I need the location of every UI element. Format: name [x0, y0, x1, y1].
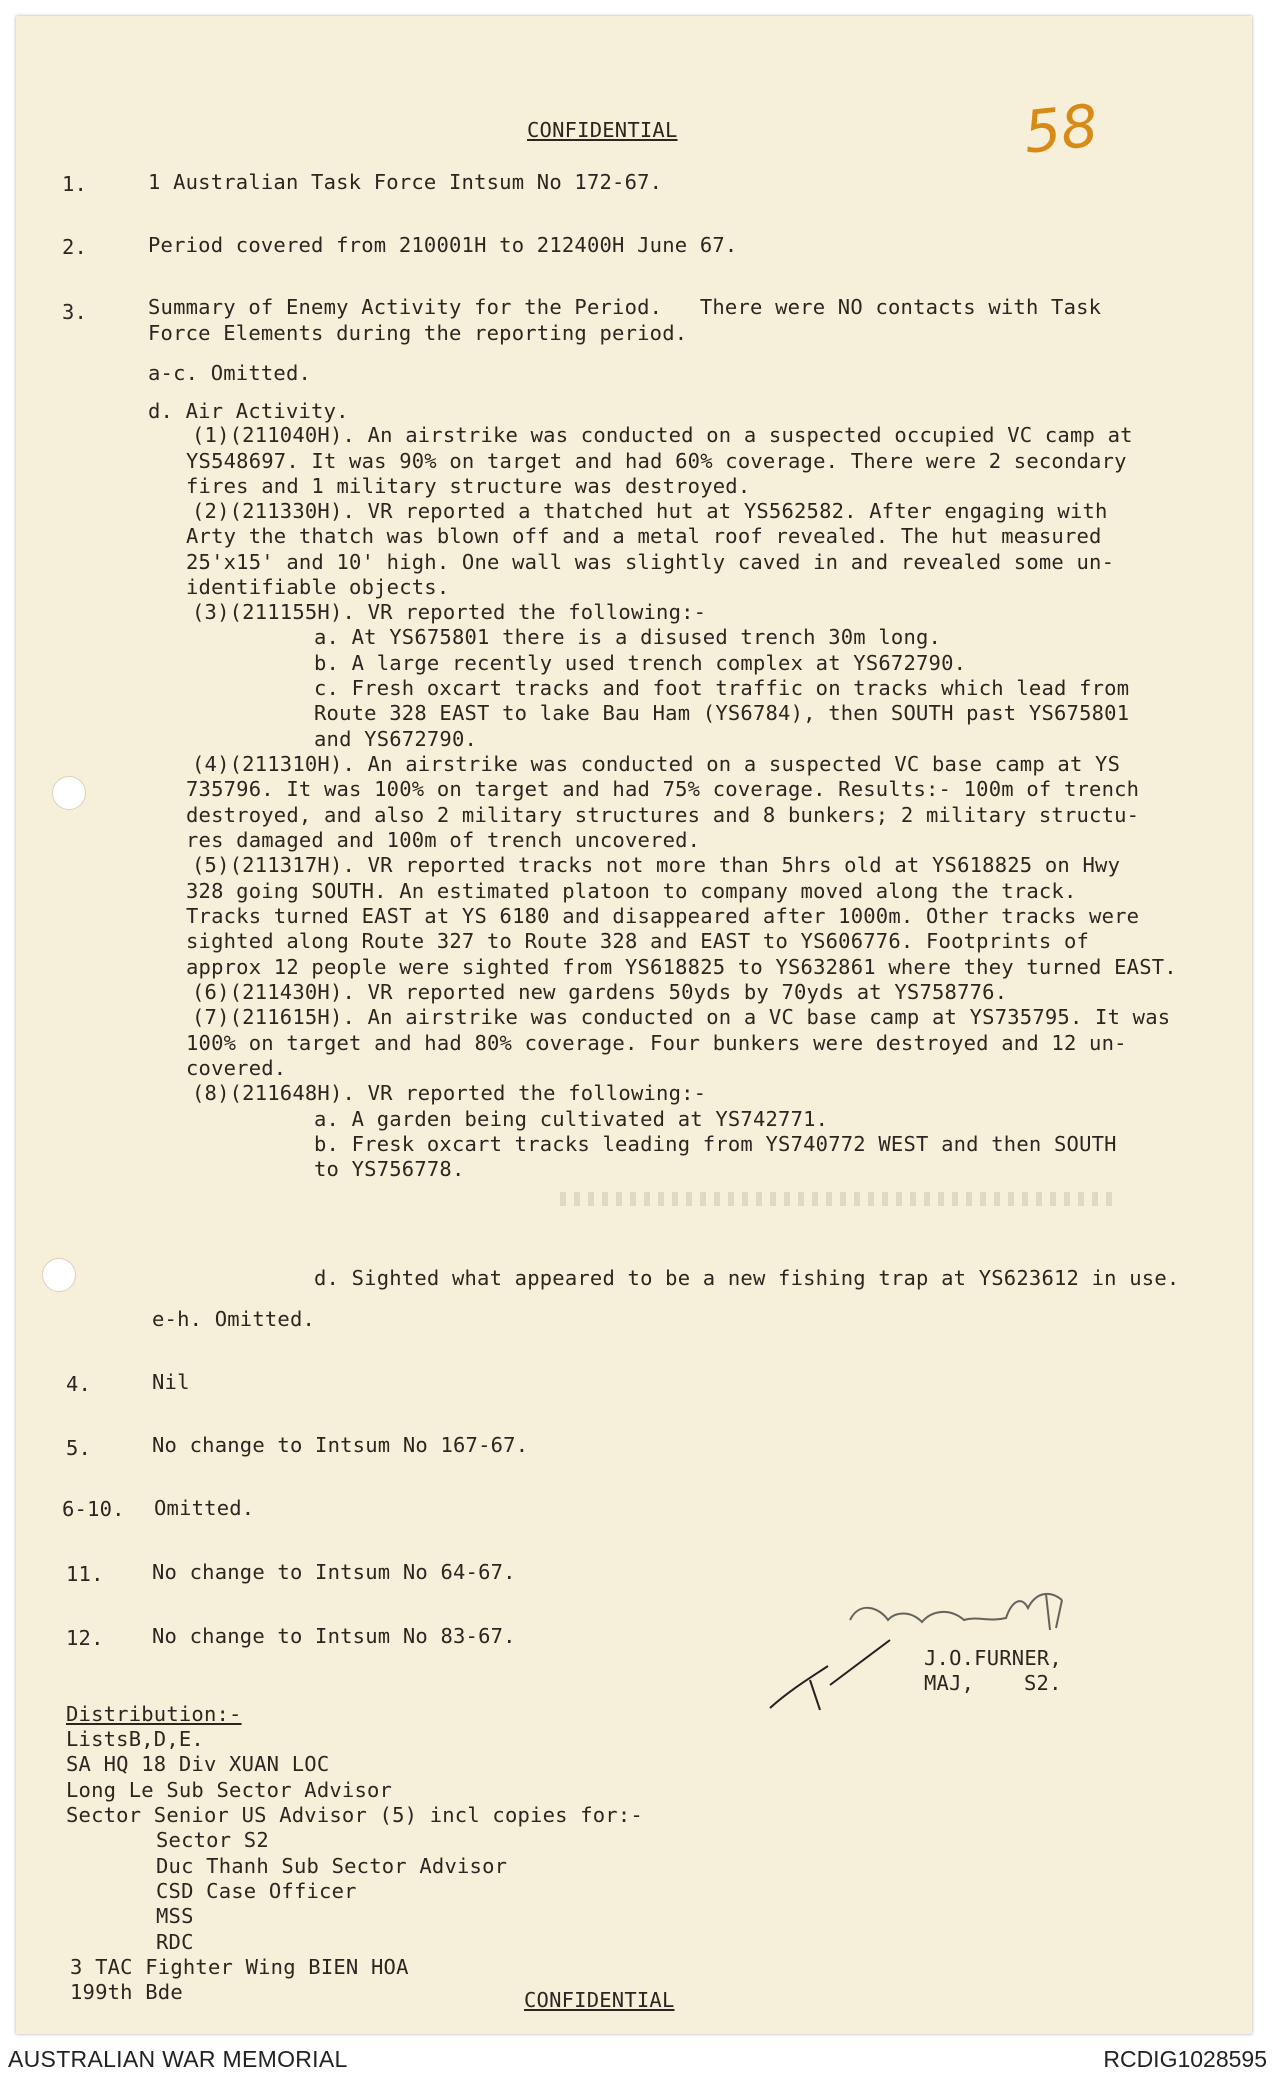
distribution-heading: Distribution:- — [66, 1702, 242, 1726]
item-number: 11. — [66, 1562, 104, 1586]
item-text: No change to Intsum No 167-67. — [152, 1433, 529, 1457]
item-text: Force Elements during the reporting period. — [148, 321, 688, 345]
handwritten-page-number: 58 — [1020, 91, 1102, 167]
item-number: 4. — [66, 1372, 92, 1396]
air-activity-line: Tracks turned EAST at YS 6180 and disappeared after 1000m. Other tracks were — [186, 904, 1140, 928]
item-number: 3. — [62, 300, 88, 324]
subsection-text: e-h. Omitted. — [152, 1307, 316, 1331]
air-activity-line: approx 12 people were sighted from YS618825 to YS632861 where they turned EAST. — [186, 955, 1177, 979]
air-activity-line: (7)(211615H). An airstrike was conducted on a VC base camp at YS735795. It was — [192, 1005, 1171, 1029]
classification-footer: CONFIDENTIAL — [524, 1988, 675, 2012]
air-activity-line: covered. — [186, 1056, 287, 1080]
air-activity-line: fires and 1 military structure was destroyed. — [186, 474, 751, 498]
air-activity-line: 100% on target and had 80% coverage. Four bunkers were destroyed and 12 un- — [186, 1031, 1127, 1055]
distribution-line: ListsB,D,E. — [66, 1727, 204, 1751]
distribution-line: 199th Bde — [70, 1980, 183, 2004]
air-activity-line: (6)(211430H). VR reported new gardens 50yds by 70yds at YS758776. — [192, 980, 1008, 1004]
air-activity-line: a. At YS675801 there is a disused trench 30m long. — [314, 625, 942, 649]
item-number: 6-10. — [62, 1497, 125, 1521]
air-activity-line: identifiable objects. — [186, 575, 450, 599]
faded-redaction-strip — [560, 1192, 1120, 1206]
air-activity-line: to YS756778. — [314, 1157, 465, 1181]
air-activity-line: destroyed, and also 2 military structures and 8 bunkers; 2 military structu- — [186, 803, 1140, 827]
item-text: Summary of Enemy Activity for the Period. There were NO contacts with Task — [148, 295, 1102, 319]
signatory-rank: MAJ, — [924, 1671, 975, 1695]
punch-hole — [52, 776, 86, 810]
air-activity-line: sighted along Route 327 to Route 328 and EAST to YS606776. Footprints of — [186, 929, 1090, 953]
item-text: Nil — [152, 1370, 190, 1394]
item-text: Omitted. — [154, 1496, 255, 1520]
air-activity-line: res damaged and 100m of trench uncovered. — [186, 828, 701, 852]
distribution-line: RDC — [156, 1930, 194, 1954]
air-activity-line: YS548697. It was 90% on target and had 60% coverage. There were 2 secondary — [186, 449, 1127, 473]
air-activity-line: (8)(211648H). VR reported the following:- — [192, 1081, 707, 1105]
air-activity-line: 735796. It was 100% on target and had 75% coverage. Results:- 100m of trench — [186, 777, 1140, 801]
subsection-heading: d. Air Activity. — [148, 399, 349, 423]
item-number: 5. — [66, 1436, 92, 1460]
air-activity-line: 25'x15' and 10' high. One wall was slightly caved in and revealed some un- — [186, 550, 1115, 574]
item-text: 1 Australian Task Force Intsum No 172-67. — [148, 170, 663, 194]
punch-hole — [42, 1258, 76, 1292]
signatory-appointment: S2. — [1024, 1671, 1062, 1695]
distribution-line: Duc Thanh Sub Sector Advisor — [156, 1854, 508, 1878]
air-activity-line: b. A large recently used trench complex at YS672790. — [314, 651, 967, 675]
air-activity-line: (4)(211310H). An airstrike was conducted on a suspected VC base camp at YS — [192, 752, 1121, 776]
distribution-line: CSD Case Officer — [156, 1879, 357, 1903]
item-number: 12. — [66, 1626, 104, 1650]
air-activity-line: 328 going SOUTH. An estimated platoon to company moved along the track. — [186, 879, 1077, 903]
air-activity-line: (2)(211330H). VR reported a thatched hut at YS562582. After engaging with — [192, 499, 1108, 523]
distribution-line: SA HQ 18 Div XUAN LOC — [66, 1752, 330, 1776]
item-number: 1. — [62, 172, 88, 196]
distribution-line: MSS — [156, 1904, 194, 1928]
distribution-line: Sector S2 — [156, 1828, 269, 1852]
item-text: No change to Intsum No 64-67. — [152, 1560, 516, 1584]
air-activity-line: Route 328 EAST to lake Bau Ham (YS6784), then SOUTH past YS675801 — [314, 701, 1130, 725]
air-activity-line: (3)(211155H). VR reported the following:- — [192, 600, 707, 624]
air-activity-line: a. A garden being cultivated at YS742771. — [314, 1107, 829, 1131]
air-activity-line: Arty the thatch was blown off and a metal roof revealed. The hut measured — [186, 524, 1102, 548]
distribution-line: Long Le Sub Sector Advisor — [66, 1778, 393, 1802]
air-activity-line: (5)(211317H). VR reported tracks not more than 5hrs old at YS618825 on Hwy — [192, 853, 1121, 877]
item-text: No change to Intsum No 83-67. — [152, 1624, 516, 1648]
subsection-text: a-c. Omitted. — [148, 361, 312, 385]
distribution-line: 3 TAC Fighter Wing BIEN HOA — [70, 1955, 409, 1979]
classification-header: CONFIDENTIAL — [527, 118, 678, 142]
archive-id: RCDIG1028595 — [1103, 2046, 1267, 2072]
subsection-text: d. Sighted what appeared to be a new fishing trap at YS623612 in use. — [314, 1266, 1180, 1290]
item-number: 2. — [62, 235, 88, 259]
air-activity-line: c. Fresh oxcart tracks and foot traffic on tracks which lead from — [314, 676, 1130, 700]
air-activity-line: and YS672790. — [314, 727, 478, 751]
item-text: Period covered from 210001H to 212400H June 67. — [148, 233, 738, 257]
air-activity-line: b. Fresk oxcart tracks leading from YS740772 WEST and then SOUTH — [314, 1132, 1117, 1156]
distribution-line: Sector Senior US Advisor (5) incl copies for:- — [66, 1803, 643, 1827]
archive-credit: AUSTRALIAN WAR MEMORIAL — [8, 2046, 348, 2072]
air-activity-line: (1)(211040H). An airstrike was conducted on a suspected occupied VC camp at — [192, 423, 1133, 447]
signatory-name: J.O.FURNER, — [924, 1646, 1062, 1670]
